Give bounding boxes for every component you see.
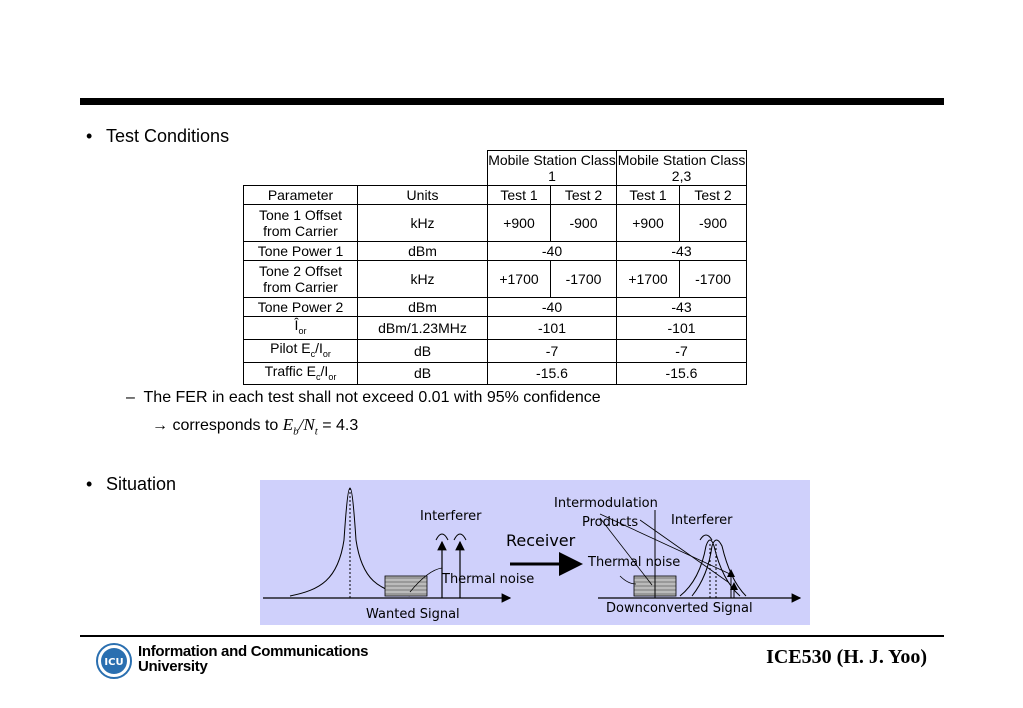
- row-label: $Î_{or}$: [244, 317, 358, 340]
- eb-nt-note: → corresponds to $E_b/N_t = 4.3$: [152, 415, 359, 438]
- table-row: [244, 339, 747, 362]
- row-unit: kHz: [358, 205, 488, 242]
- label-thermal-noise-left: Thermal noise: [442, 572, 535, 587]
- cell: -900: [680, 205, 747, 242]
- cell: -900: [551, 205, 617, 242]
- cell: -43: [617, 242, 747, 261]
- table-row: [244, 242, 747, 261]
- cell: -101: [488, 317, 617, 340]
- heading-test-conditions: Test Conditions: [106, 126, 230, 146]
- cell: -40: [488, 298, 617, 317]
- arrow-glyph: →: [152, 417, 168, 434]
- label-interferer-left: Interferer: [420, 509, 482, 524]
- cell: -15.6: [617, 362, 747, 385]
- col-header: Units: [358, 186, 488, 205]
- row-label: Traffic $E_c/I_{or}$: [244, 362, 358, 385]
- table-row: [244, 298, 747, 317]
- spectrum-diagram-svg: [260, 480, 810, 625]
- cell: -7: [488, 339, 617, 362]
- eb-nt-value: = 4.3: [322, 417, 359, 434]
- col-header: Parameter: [244, 186, 358, 205]
- row-unit: dBm: [358, 298, 488, 317]
- row-unit: kHz: [358, 261, 488, 298]
- university-name: Information and Communications University: [138, 643, 369, 675]
- label-thermal-noise-right: Thermal noise: [588, 555, 681, 570]
- table-group-header-row: [244, 151, 747, 186]
- row-unit: dB: [358, 362, 488, 385]
- thermal-noise-pointer-right: [620, 576, 636, 584]
- fer-requirement: [126, 389, 601, 407]
- label-downconverted-signal: Downconverted Signal: [606, 601, 753, 616]
- dash: –: [126, 389, 135, 406]
- label-wanted-signal: Wanted Signal: [366, 607, 460, 622]
- test-conditions-table: [243, 150, 747, 385]
- cell: +1700: [617, 261, 680, 298]
- table-row: [244, 317, 747, 340]
- table-column-header-row: [244, 186, 747, 205]
- corresponds-text: corresponds to: [172, 417, 279, 434]
- row-label: Tone Power 1: [244, 242, 358, 261]
- cell: -7: [617, 339, 747, 362]
- row-label: Tone 2 Offset from Carrier: [244, 261, 358, 298]
- label-receiver: Receiver: [506, 531, 576, 550]
- cell: -1700: [551, 261, 617, 298]
- table-row: [244, 362, 747, 385]
- fer-text: The FER in each test shall not exceed 0.01 with 95% confidence: [143, 389, 601, 406]
- thermal-noise-box-left: [385, 576, 427, 596]
- cell: -43: [617, 298, 747, 317]
- label-interferer-right: Interferer: [671, 513, 733, 528]
- col-header: Test 2: [680, 186, 747, 205]
- row-label: Tone 1 Offset from Carrier: [244, 205, 358, 242]
- interferer-arc-2: [454, 534, 466, 540]
- heading-situation: Situation: [106, 474, 177, 494]
- row-unit: dBm: [358, 242, 488, 261]
- cell: +1700: [488, 261, 551, 298]
- cell: -1700: [680, 261, 747, 298]
- row-unit: dBm/1.23MHz: [358, 317, 488, 340]
- icu-seal-icon: [96, 643, 132, 679]
- interferer-arc-1: [436, 534, 448, 540]
- cell: -15.6: [488, 362, 617, 385]
- cell: +900: [488, 205, 551, 242]
- receiver-diagram: [260, 480, 810, 625]
- group-header-class23: Mobile Station Class 2,3: [617, 152, 746, 184]
- table-row: [244, 205, 747, 242]
- col-header: Test 2: [551, 186, 617, 205]
- table-row: [244, 261, 747, 298]
- col-header: Test 1: [488, 186, 551, 205]
- bottom-divider: [80, 635, 944, 637]
- cell: +900: [617, 205, 680, 242]
- bullet-char: •: [86, 126, 93, 146]
- bullet-char: •: [86, 474, 93, 494]
- row-label: Pilot $E_c/I_{or}$: [244, 339, 358, 362]
- col-header: Test 1: [617, 186, 680, 205]
- interferer-arc-right: [700, 535, 712, 540]
- logo-text: ICU: [104, 657, 124, 668]
- row-unit: dB: [358, 339, 488, 362]
- row-label: Tone Power 2: [244, 298, 358, 317]
- top-divider: [80, 98, 944, 105]
- cell: -101: [617, 317, 747, 340]
- label-intermod-line2: Products: [582, 515, 639, 530]
- course-label: ICE530 (H. J. Yoo): [766, 646, 927, 668]
- group-header-class1: Mobile Station Class 1: [488, 152, 616, 184]
- cell: -40: [488, 242, 617, 261]
- label-intermod-line1: Intermodulation: [554, 496, 658, 511]
